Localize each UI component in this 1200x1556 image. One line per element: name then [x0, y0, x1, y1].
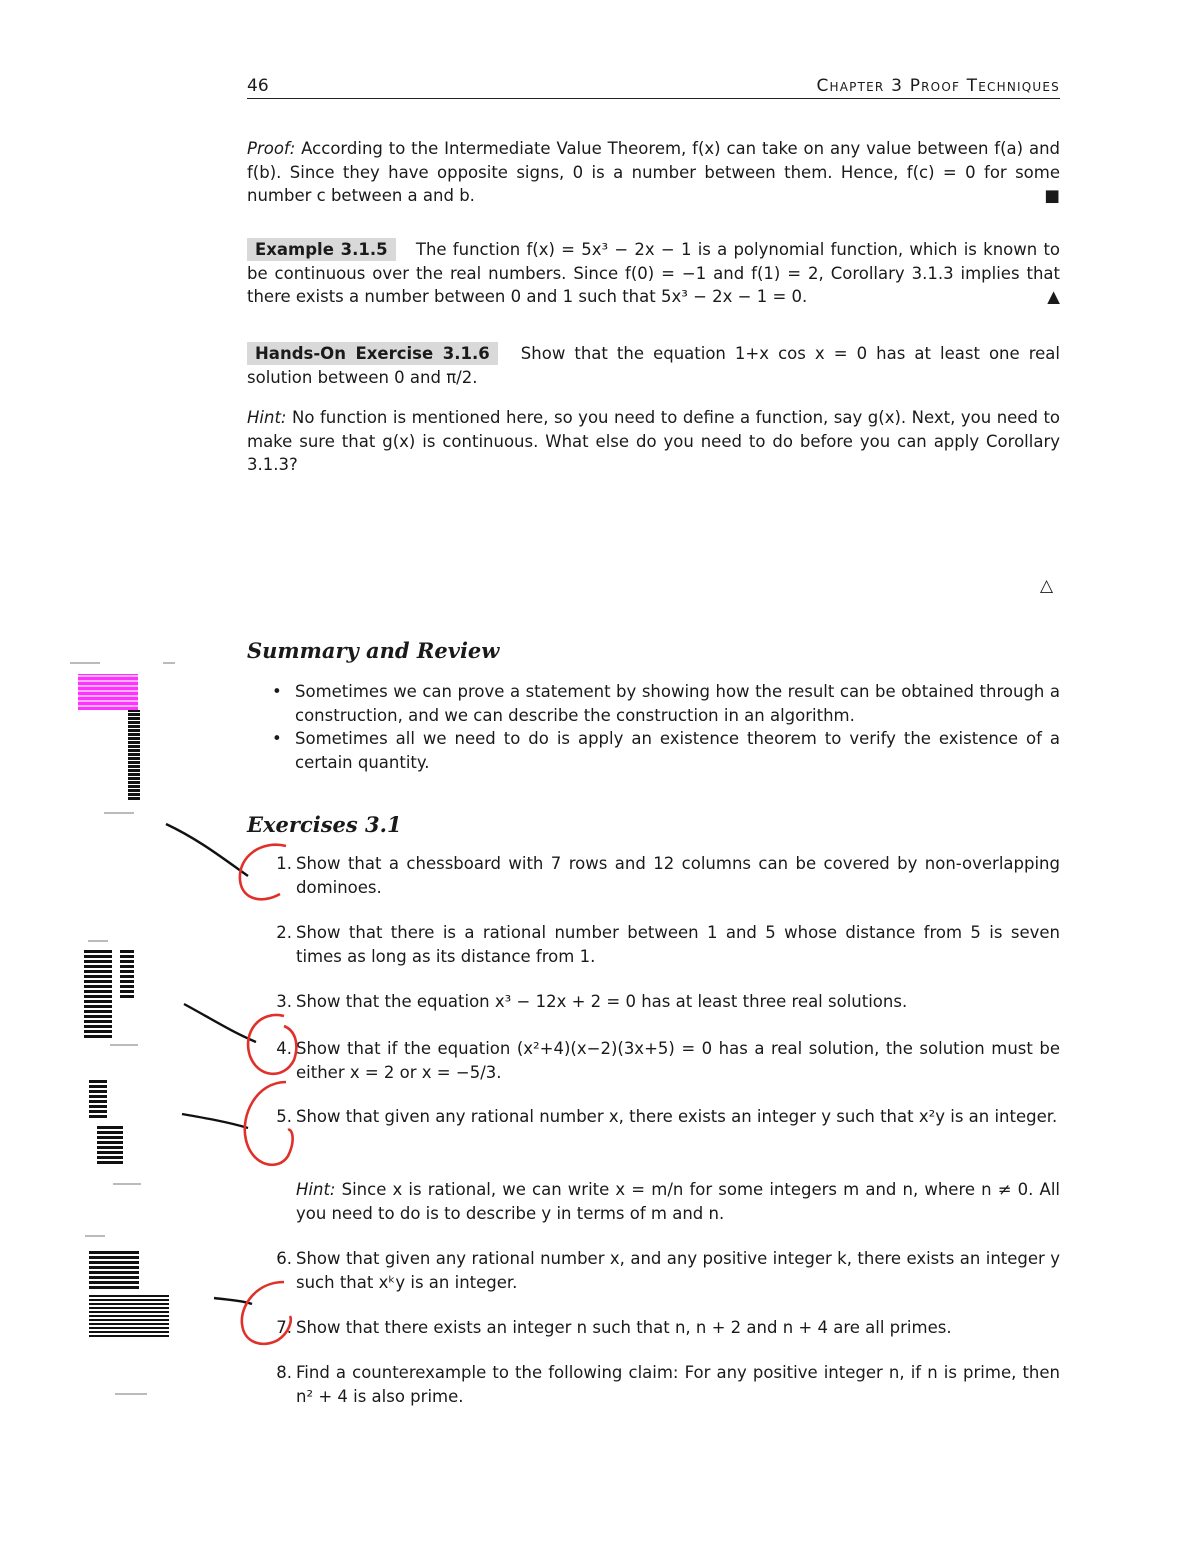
exercise-item-4: [270, 1037, 1060, 1085]
proof-text: According to the Intermediate Value Theorem, f(x) can take on any value between f(a) and f(b). Since they have opposite signs, 0 is a number between them. Hence, f(c) = 0 for some number c between a and b.: [247, 139, 1061, 205]
margin-thumbnail-4: [85, 1235, 185, 1405]
qed-mark: ■: [1044, 186, 1060, 205]
exercise-5-hint-label: Hint:: [296, 1180, 336, 1199]
page-number: 46: [247, 76, 269, 96]
exercise-5-hint-text: Since x is rational, we can write x = m/n for some integers m and n, where n ≠ 0. All you need to do is to describe y in terms of m and n.: [296, 1180, 1061, 1223]
running-header: [247, 76, 1060, 99]
example-end-mark: ▲: [1047, 287, 1060, 306]
exercise-number: 1.: [276, 854, 292, 873]
exercise-item-5: [270, 1105, 1060, 1129]
summary-heading: Summary and Review: [247, 638, 500, 663]
exercise-text: Show that a chessboard with 7 rows and 12 columns can be covered by non-overlapping dominoes.: [296, 854, 1060, 897]
proof-paragraph: [247, 137, 1060, 208]
handson-hint-text: No function is mentioned here, so you need to define a function, say g(x). Next, you need to make sure that g(x) is continuous. What else do you need to do before you can apply Corollary 3.1.3?: [247, 408, 1061, 474]
exercise-item-6: [270, 1247, 1060, 1295]
exercise-item-7: [270, 1316, 1060, 1340]
exercise-number: 5.: [276, 1107, 292, 1126]
exercise-text: Show that there exists an integer n such that n, n + 2 and n + 4 are all primes.: [296, 1318, 952, 1337]
highlight-grid: [78, 674, 138, 710]
exercise-item-3: [270, 990, 1060, 1014]
exercise-number: 2.: [276, 923, 292, 942]
handson-hint: [247, 406, 1060, 477]
exercise-item-2: [270, 921, 1060, 969]
handson-label: Hands-On Exercise 3.1.6: [247, 342, 498, 365]
annotation-connector-line: [214, 1298, 252, 1304]
handson-exercise-3-1-6: [247, 342, 1060, 389]
exercise-number: 7.: [276, 1318, 292, 1337]
handson-text: Show that the equation 1+x cos x = 0 has at least one real solution between 0 and π/2.: [247, 344, 1060, 387]
exercise-text: Find a counterexample to the following claim: For any positive integer n, if n is prime, then n² + 4 is also prime.: [296, 1363, 1060, 1406]
handson-end-mark: △: [1040, 576, 1054, 596]
exercise-text: Show that given any rational number x, and any positive integer k, there exists an integer y such that xᵏy is an integer.: [296, 1249, 1060, 1292]
example-label: Example 3.1.5: [247, 238, 396, 261]
example-text: The function f(x) = 5x³ − 2x − 1 is a polynomial function, which is known to be continuous over the real numbers. Since f(0) = −1 and f(1) = 2, Corollary 3.1.3 implies that there exists a number between 0 and 1 such that 5x³ − 2x − 1 = 0.: [247, 240, 1061, 306]
margin-thumbnail-1: [68, 660, 178, 820]
example-3-1-5: [247, 238, 1060, 309]
exercise-number: 8.: [276, 1363, 292, 1382]
proof-label: Proof:: [247, 139, 296, 158]
exercise-5-hint: [296, 1178, 1060, 1226]
summary-bullet: • Sometimes we can prove a statement by showing how the result can be obtained through a construction, and we can describe the construction in an algorithm.: [270, 680, 1060, 727]
exercises-heading: Exercises 3.1: [247, 812, 402, 837]
exercise-text: Show that the equation x³ − 12x + 2 = 0 has at least three real solutions.: [296, 992, 908, 1011]
exercise-number: 3.: [276, 992, 292, 1011]
exercise-number: 4.: [276, 1039, 292, 1058]
annotation-connector-line: [166, 824, 248, 876]
exercise-item-1: [270, 852, 1060, 900]
margin-thumbnail-3: [85, 1068, 185, 1188]
annotation-connector-line: [182, 1114, 248, 1128]
exercise-item-8: [270, 1361, 1060, 1409]
exercise-text: Show that if the equation (x²+4)(x−2)(3x+5) = 0 has a real solution, the solution must be either x = 2 or x = −5/3.: [296, 1039, 1060, 1082]
annotation-connector-line: [184, 1004, 256, 1042]
summary-bullet: • Sometimes all we need to do is apply an existence theorem to verify the existence of a certain quantity.: [270, 727, 1060, 774]
exercise-number: 6.: [276, 1249, 292, 1268]
exercise-text: Show that there is a rational number between 1 and 5 whose distance from 5 is seven times as long as its distance from 1.: [296, 923, 1060, 966]
handson-hint-label: Hint:: [247, 408, 287, 427]
summary-list: [270, 680, 1060, 774]
exercise-text: Show that given any rational number x, there exists an integer y such that x²y is an integer.: [296, 1107, 1058, 1126]
chapter-title: Chapter 3 Proof Techniques: [816, 76, 1060, 96]
margin-thumbnail-2: [80, 940, 180, 1050]
